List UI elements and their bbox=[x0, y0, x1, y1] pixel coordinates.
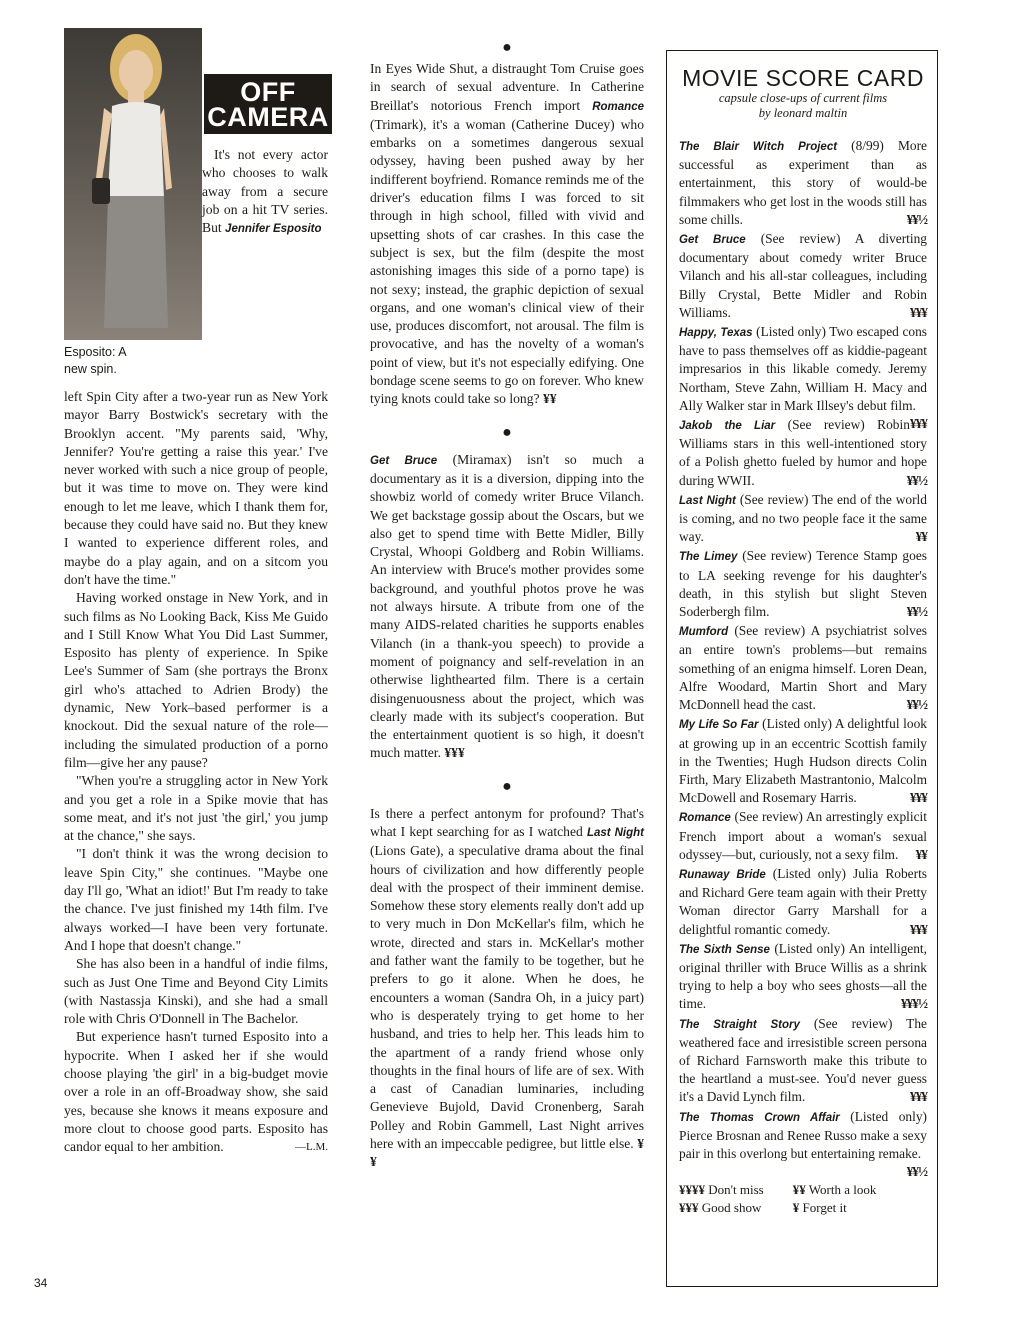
review-get-bruce bbox=[370, 451, 644, 763]
off-camera-heading bbox=[204, 74, 332, 134]
score-card-film-title: The Sixth Sense bbox=[679, 943, 770, 956]
score-card-description: (See review) An arrestingly explicit French import about a woman's sexual odyssey—but, curiously, not a sexy film. bbox=[679, 809, 927, 862]
score-card-film-title: The Limey bbox=[679, 551, 738, 564]
score-card-item bbox=[679, 1108, 927, 1180]
score-card-description: (See review) A diverting documentary about comedy writer Bruce Vilanch and his all-star colleagues, including Billy Crystal, Bette Midler and Robin Williams. bbox=[679, 231, 927, 320]
review-text: (Lions Gate), a speculative drama about the final hours of civilization and how differently people deal with the prospect of their imminent demise. Somehow these story elements really don't add up to very much in Don McKellar's film, which he wrote, directed and stars in. McKellar's mother and father want the family to be together, but he prefers to go it alone. When he does, he encounters a woman (Sandra Oh, in a juicy part) who is desperately trying to get home to her husband, and tries to help her. This leads him to the apartment of a randy friend whose only thoughts in the final hours of life are of sex. With a cast of Canadian luminaries, including Genevieve Bujold, David Cronenberg, Sarah Polley and Robin Gammell, Last Night arrives here with an impeccable pedigree, but little else. bbox=[370, 843, 644, 1152]
legend-label: Good show bbox=[701, 1200, 762, 1216]
review-text: Is there a perfect antonym for profound? That's what I kept searching for as I watched bbox=[370, 805, 644, 839]
score-card-rating: ¥¥¥½ bbox=[900, 996, 927, 1012]
score-card-item bbox=[679, 715, 927, 807]
review-rating: ¥¥ bbox=[370, 1136, 644, 1170]
article-body bbox=[64, 388, 328, 1156]
score-card-rating: ¥¥¥ bbox=[909, 921, 927, 937]
score-card-item bbox=[679, 416, 927, 490]
legend-rating: ¥ bbox=[792, 1200, 800, 1216]
score-card-film-title: Happy, Texas bbox=[679, 327, 753, 340]
score-card-rating: ¥¥½ bbox=[906, 697, 927, 713]
review-text: (Miramax) isn't so much a documentary as it is a diversion, dipping into the showbiz world of comedy writer Bruce Vilanch. We get backstage gossip about the Oscars, but we also get to spend time with Bette Midler, Billy Crystal, Whoopi Goldberg and Robin Williams. An interview with Bruce's mother provides some background, and youthful photos prove he was not always hirsute. A tribute from one of the many AIDS-related charities he supports enables Vilanch (in a thank-you speech) to provide a moment of poignancy and self-revelation in an otherwise lighthearted film. There is a certain disingenuousness about the project, which was clearly made with its subject's cooperation. But the entertainment quotient is so high, it doesn't much matter. bbox=[370, 451, 645, 761]
score-card-film-title: Mumford bbox=[679, 626, 729, 639]
reviews-column bbox=[370, 38, 644, 1172]
lead-paragraph bbox=[202, 146, 328, 238]
lead-text: It's not every actor who chooses to walk away from a secure job on a hit TV series. But bbox=[202, 147, 328, 236]
article-paragraph: "When you're a struggling actor in New York and you get a role in a Spike movie that has some meat, and it's not just 'the girl,' you jump at the chance," she says. bbox=[64, 773, 328, 844]
score-card-description: (8/99) More successful as experiment than as entertainment, this story of would-be filmmakers who get lost in the woods still has some chills. bbox=[679, 138, 928, 227]
score-card-description: (See review) The weathered face and irresistible screen persona of Richard Farnsworth make this tribute to the heartland a must-see. You'd never guess it's a David Lynch film. bbox=[679, 1015, 927, 1105]
score-card-item bbox=[679, 808, 927, 864]
score-card-item bbox=[679, 230, 927, 322]
score-card-film-title: Romance bbox=[679, 812, 731, 825]
score-card-film-title: The Blair Witch Project bbox=[679, 141, 838, 153]
score-card-description: (See review) A psychiatrist solves an entire town's problems—but remains something of an enigma himself. Loren Dean, Alfre Woodard, Martin Short and Mary McDonnell head the cast. bbox=[679, 623, 927, 713]
legend-entry bbox=[793, 1199, 907, 1216]
section-bullet: ● bbox=[502, 423, 512, 441]
legend-label: Don't miss bbox=[708, 1182, 764, 1198]
score-card-byline: by leonard maltin bbox=[758, 106, 848, 120]
heading-line-1: OFF bbox=[240, 77, 296, 107]
score-card-rating: ¥¥½ bbox=[906, 211, 927, 227]
score-card-rating: ¥¥ bbox=[915, 846, 927, 862]
article-paragraph: But experience hasn't turned Esposito into a hypocrite. When I asked her if she would choose playing 'the girl' in a big-budget movie over a role in an off-Broadway show, she said yes, because she knows it means exposure and more clout to choose good parts. Esposito has candor equal to her ambition. bbox=[64, 1029, 328, 1155]
score-card-description: (Listed only) An intelligent, original thriller with Bruce Willis as a shrink trying to help a boy who sees ghosts—all the time. bbox=[679, 940, 927, 1012]
score-card-rating: ¥¥½ bbox=[906, 604, 927, 620]
article-paragraph: "I don't think it was the wrong decision to leave Spin City," she continues. "Maybe one day I'll go, 'What an idiot!' But I'm ready to take the chance. I've just finished my 14th film. I've always worked—I have been very fortunate. And I hope that doesn't change." bbox=[64, 846, 328, 953]
photo-caption: Esposito: A new spin. bbox=[64, 345, 126, 376]
score-card-film-title: Get Bruce bbox=[679, 234, 746, 247]
score-card-description: (See review) The end of the world is coming, and no two people face it the same way. bbox=[679, 491, 927, 545]
legend-rating: ¥¥¥ bbox=[679, 1200, 699, 1216]
score-card-rating: ¥¥ bbox=[915, 529, 927, 545]
woman-portrait-icon bbox=[64, 28, 202, 340]
review-text: In Eyes Wide Shut, a distraught Tom Cruise goes in search of sexual adventure. In Catherine Breillat's notorious French import bbox=[370, 61, 644, 113]
score-card-description: (Listed only) Pierce Brosnan and Renee Russo make a sexy pair in this overlong but entertaining remake. bbox=[679, 1108, 927, 1161]
score-card-film-title: Last Night bbox=[679, 494, 736, 507]
score-card-list bbox=[679, 137, 928, 1180]
article-paragraph: Having worked onstage in New York, and in such films as No Looking Back, Kiss Me Guido and I Still Know What You Did Last Summer, Esposito has plenty of experience. In Spike Lee's Summer of Sam (she portrays the Bronx girl who's attached to Adrien Brody) the dynamic, New York–based performer is a knockout. Did the sexual nature of the role—including the simulated production of a porno film—give her any pause? bbox=[64, 590, 328, 770]
score-card-item bbox=[679, 547, 927, 621]
score-card-item bbox=[679, 1015, 927, 1107]
section-bullet: ● bbox=[502, 777, 512, 795]
rating-legend bbox=[679, 1181, 907, 1216]
article-paragraph: She has also been in a handful of indie films, such as Just One Time and Beyond City Limits (with Nastassja Kinski), and she had a small role with Chris O'Donnell in The Bachelor. bbox=[64, 956, 328, 1027]
score-card-rating: ¥¥¥ bbox=[909, 1089, 927, 1105]
score-card-film-title: My Life So Far bbox=[679, 719, 759, 732]
legend-label: Worth a look bbox=[808, 1182, 877, 1198]
score-card-description: (Listed only) Julia Roberts and Richard Gere team again with their Pretty Woman director Garry Marshall for a delightful romantic comedy. bbox=[679, 865, 928, 937]
score-card-description: (Listed only) Two escaped cons have to pass themselves off as kiddie-pageant impresarios in this likable comedy. Jeremy Northam, Steve Zahn, William H. Macy and Ally Walker star in Mark Illsey's debut film. bbox=[679, 324, 927, 413]
review-rating: ¥¥ bbox=[542, 391, 557, 407]
page-number: 34 bbox=[34, 1276, 48, 1290]
score-card-film-title: Jakob the Liar bbox=[679, 420, 776, 433]
score-card-description: (See review) Robin Williams stars in this well-intentioned story of a Polish ghetto fueled by humor and hope during WWII. bbox=[679, 417, 927, 488]
score-card-title: MOVIE SCORE CARD bbox=[682, 65, 924, 91]
section-bullet: ● bbox=[502, 39, 512, 56]
score-card-rating: ¥¥¥ bbox=[909, 304, 927, 320]
legend-rating: ¥¥¥¥ bbox=[679, 1182, 705, 1198]
score-card-item bbox=[679, 622, 927, 714]
legend-label: Forget it bbox=[802, 1200, 847, 1216]
subject-name: Jennifer Esposito bbox=[225, 223, 322, 236]
author-signature: —L.M. bbox=[295, 1141, 328, 1154]
heading-line-2: CAMERA bbox=[207, 102, 329, 132]
legend-rating: ¥¥ bbox=[792, 1182, 806, 1198]
legend-entry bbox=[679, 1181, 793, 1198]
score-card-subtitle: capsule close-ups of current films bbox=[718, 91, 888, 105]
legend-entry bbox=[679, 1199, 793, 1216]
score-card-description: (See review) Terence Stamp goes to LA seeking revenge for his daughter's death, in this stylish but slight Steven Soderbergh film. bbox=[679, 548, 927, 620]
review-last-night bbox=[370, 805, 644, 1172]
score-card-film-title: The Thomas Crown Affair bbox=[679, 1111, 840, 1124]
score-card-item bbox=[679, 865, 927, 939]
review-rating: ¥¥¥ bbox=[444, 745, 465, 761]
review-romance bbox=[370, 60, 644, 409]
score-card-rating: ¥¥¥ bbox=[909, 790, 927, 806]
review-film-title: Last Night bbox=[586, 826, 644, 839]
score-card-item bbox=[679, 137, 927, 229]
review-film-title: Romance bbox=[592, 100, 644, 113]
score-card-rating: ¥¥½ bbox=[906, 1164, 927, 1180]
review-film-title: Get Bruce bbox=[370, 454, 438, 467]
review-text: (Trimark), it's a woman (Catherine Ducey) who embarks on a sometimes dangerous sexual odyssey, having been pushed away by her indifferent boyfriend. Romance reminds me of the driver's education films I was forced to sit through in high school, filled with vivid and upsetting shots of car crashes. In this case the subject is sex, but the film (despite the most astonishing images this side of a porno tape) is not sexy; instead, the graphic depiction of sexual organs, and one woman's clinical view of their use, produces discomfort, not arousal. The film is provocative, and has the novelty of a woman's point of view, but it's not especially edifying. One bondage scene seems to go on forever. Who knew tying knots could take so long? bbox=[370, 116, 644, 407]
score-card-film-title: Runaway Bride bbox=[679, 868, 766, 881]
esposito-photo bbox=[64, 28, 202, 340]
score-card-rating: ¥¥½ bbox=[906, 472, 927, 488]
score-card-film-title: The Straight Story bbox=[679, 1018, 800, 1031]
lead-continuation: left Spin City after a two-year run as New York mayor Barry Bostwick's secretary with the Brooklyn accent. "My parents said, 'Why, Jennifer? You're getting a raise this year.' I've never worked with such a nice group of people, but it was time to move on. They were kind enough to let me leave, which I thank them for, because they could have said no. But they knew I wanted to experience different roles, and maybe do a play again, and on a sitcom you don't have the time." bbox=[64, 389, 328, 587]
score-card-item bbox=[679, 491, 927, 547]
score-card-rating: ¥¥¥ bbox=[909, 416, 927, 432]
score-card-description: (Listed only) A delightful look at growing up in an eccentric Scottish family in the Twenties; Hugh Hudson directs Colin Firth, Mary Elizabeth Mastrantonio, Malcolm McDowell and Rosemary Harris. bbox=[679, 716, 927, 806]
score-card-item bbox=[679, 940, 927, 1014]
legend-entry bbox=[793, 1181, 907, 1198]
movie-score-card bbox=[666, 50, 938, 1287]
